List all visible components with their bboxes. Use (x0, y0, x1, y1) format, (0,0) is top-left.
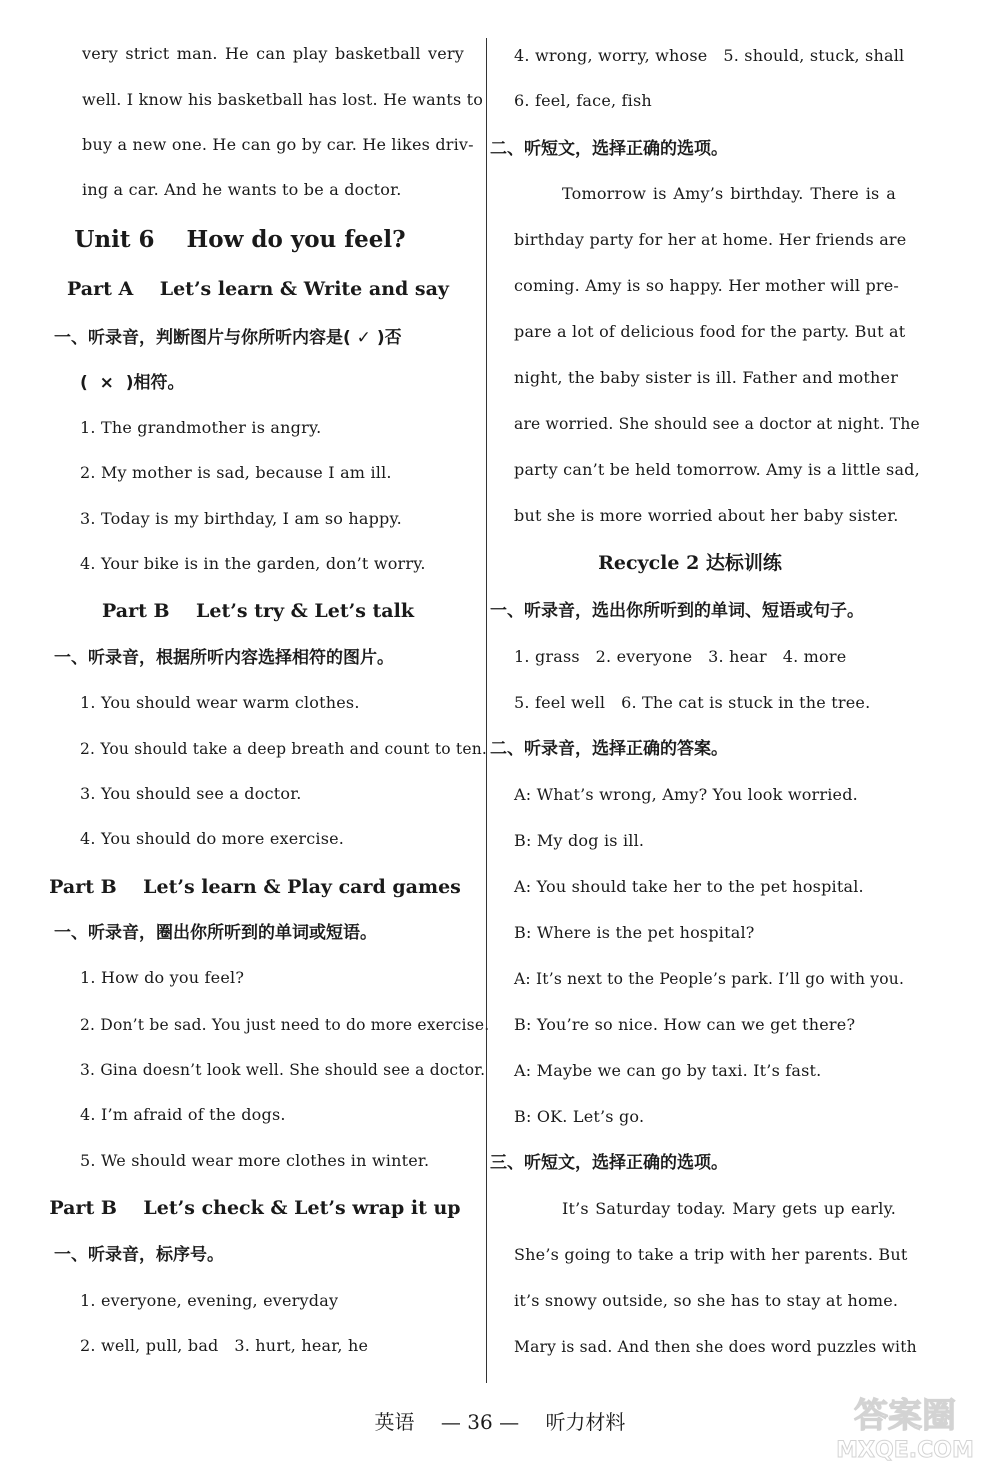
passage-line-7: party can’t be held tomorrow. Amy is a little sad, (514, 460, 920, 479)
watermark-text-1: 答案圈 (854, 1396, 956, 1436)
watermark-text-2: MXQE.COM (836, 1438, 974, 1463)
right-top-item-2: 6. feel, face, fish (514, 91, 652, 110)
passage2-line-1: It’s Saturday today. Mary gets up early. (562, 1199, 896, 1218)
right-top-item-1: 4. wrong, worry, whose 5. should, stuck, shall (514, 46, 905, 65)
part-b-try-question-1: 一、听录音，根据所听内容选择相符的图片。 (54, 648, 394, 668)
part-a-item-3: 3. Today is my birthday, I am so happy. (80, 509, 402, 528)
part-b-learn-item-4: 4. I’m afraid of the dogs. (80, 1105, 286, 1124)
recycle-question-1: 一、听录音，选出你所听到的单词、短语或句子。 (490, 601, 864, 621)
passage2-line-2: She’s going to take a trip with her parents. But (514, 1245, 908, 1264)
part-b-learn-item-5: 5. We should wear more clothes in winter. (80, 1151, 430, 1170)
column-divider (486, 38, 487, 1383)
part-b-learn-item-1: 1. How do you feel? (80, 968, 245, 987)
passage-line-6: are worried. She should see a doctor at night. The (514, 415, 920, 433)
passage2-line-4: Mary is sad. And then she does word puzzles with (514, 1338, 917, 1356)
recycle-q1-items-1: 1. grass 2. everyone 3. hear 4. more (514, 647, 847, 666)
part-b-try-item-3: 3. You should see a doctor. (80, 784, 302, 803)
recycle-title: Recycle 2 达标训练 (598, 552, 782, 574)
footer-subject: 英语 (374, 1410, 415, 1434)
dialogue-line-6: B: You’re so nice. How can we get there? (514, 1015, 856, 1034)
page-number: — 36 — (440, 1410, 520, 1434)
dialogue-line-7: A: Maybe we can go by taxi. It’s fast. (514, 1061, 822, 1080)
part-a-question-1-line-1: 一、听录音，判断图片与你所听内容是( ✓ )否 (54, 328, 402, 348)
dialogue-line-5: A: It’s next to the People’s park. I’ll go with you. (514, 970, 905, 988)
part-a-item-2: 2. My mother is sad, because I am ill. (80, 463, 392, 482)
dialogue-line-4: B: Where is the pet hospital? (514, 923, 755, 942)
part-b-check-question-1: 一、听录音，标序号。 (54, 1245, 224, 1265)
part-b-check-item-2: 2. well, pull, bad 3. hurt, hear, he (80, 1336, 369, 1355)
watermark-logo (820, 1385, 990, 1465)
dialogue-line-3: A: You should take her to the pet hospital. (514, 877, 864, 896)
passage-line-4: pare a lot of delicious food for the party. But at (514, 322, 906, 341)
part-a-question-1-line-2: ( × )相符。 (80, 373, 185, 393)
unit-title: Unit 6 How do you feel? (74, 226, 406, 253)
intro-line-4: ing a car. And he wants to be a doctor. (82, 180, 402, 199)
intro-line-1: very strict man. He can play basketball very (82, 44, 464, 63)
passage-line-2: birthday party for her at home. Her friends are (514, 230, 907, 249)
part-b-try-title: Part B Let’s try & Let’s talk (102, 600, 414, 622)
passage-line-1: Tomorrow is Amy’s birthday. There is a (562, 184, 896, 203)
intro-line-2: well. I know his basketball has lost. He wants to (82, 90, 484, 109)
part-b-check-title: Part B Let’s check & Let’s wrap it up (49, 1197, 461, 1219)
part-b-learn-question-1: 一、听录音，圈出你所听到的单词或短语。 (54, 923, 377, 943)
passage2-line-3: it’s snowy outside, so she has to stay at home. (514, 1291, 899, 1310)
part-a-item-4: 4. Your bike is in the garden, don’t worry. (80, 554, 426, 573)
intro-line-3: buy a new one. He can go by car. He likes driv- (82, 135, 474, 154)
part-b-try-item-1: 1. You should wear warm clothes. (80, 693, 360, 712)
dialogue-line-1: A: What’s wrong, Amy? You look worried. (514, 785, 858, 804)
part-b-learn-item-3: 3. Gina doesn’t look well. She should see a doctor. (80, 1061, 486, 1079)
part-b-learn-title: Part B Let’s learn & Play card games (49, 876, 461, 898)
passage-line-5: night, the baby sister is ill. Father and mother (514, 368, 899, 387)
right-question-2: 二、听短文，选择正确的选项。 (490, 139, 728, 159)
part-b-try-item-4: 4. You should do more exercise. (80, 829, 345, 848)
passage-line-3: coming. Amy is so happy. Her mother will pre- (514, 276, 900, 295)
part-a-title: Part A Let’s learn & Write and say (67, 278, 449, 300)
recycle-question-3: 三、听短文，选择正确的选项。 (490, 1153, 728, 1173)
footer-section: 听力材料 (545, 1410, 626, 1434)
dialogue-line-2: B: My dog is ill. (514, 831, 645, 850)
part-b-try-item-2: 2. You should take a deep breath and count to ten. (80, 740, 488, 758)
part-b-check-item-1: 1. everyone, evening, everyday (80, 1291, 339, 1310)
passage-line-8: but she is more worried about her baby sister. (514, 506, 899, 525)
dialogue-line-8: B: OK. Let’s go. (514, 1107, 645, 1126)
part-a-item-1: 1. The grandmother is angry. (80, 418, 322, 437)
part-b-learn-item-2: 2. Don’t be sad. You just need to do more exercise. (80, 1016, 490, 1034)
recycle-question-2: 二、听录音，选择正确的答案。 (490, 739, 728, 759)
recycle-q1-items-2: 5. feel well 6. The cat is stuck in the tree. (514, 693, 871, 712)
